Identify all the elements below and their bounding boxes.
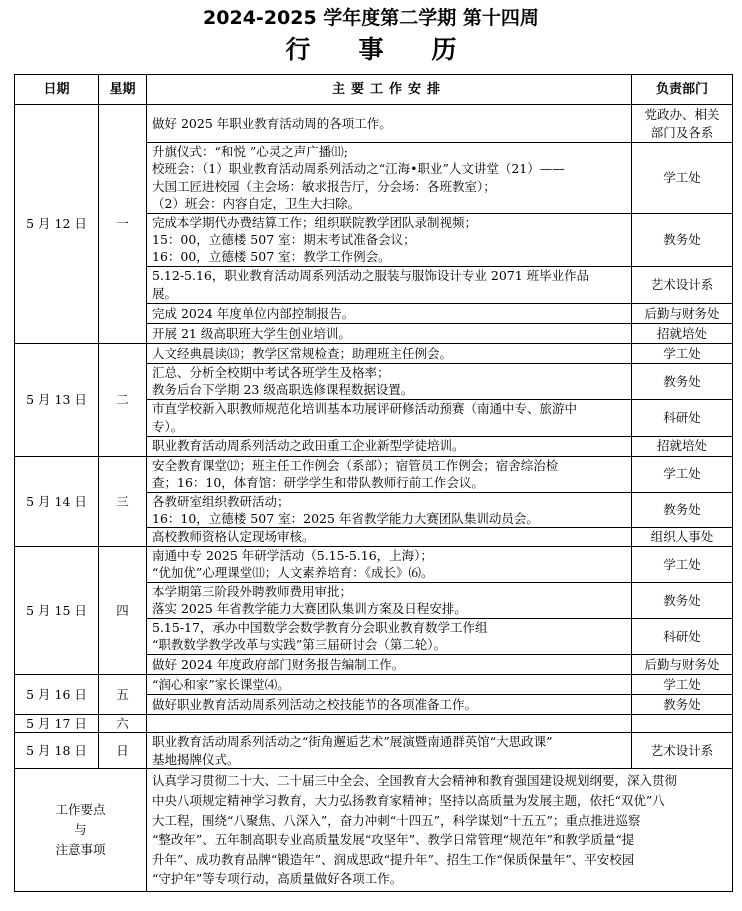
weekday-cell: 六 xyxy=(99,714,147,732)
department-line: 学工处 xyxy=(663,556,701,572)
task-cell xyxy=(147,105,632,143)
date-cell: 5 月 13 日 xyxy=(15,343,99,456)
task-cell xyxy=(147,582,632,618)
schedule-row xyxy=(15,733,733,769)
task-line: 完成本学期代办费结算工作；组织联院教学团队录制视频； xyxy=(152,214,478,230)
department-line: 科研处 xyxy=(663,409,701,425)
task-line: 教务后台下学期 23 级高职选修课程数据设置。 xyxy=(152,382,414,398)
task-cell xyxy=(147,714,632,732)
task-line: 汇总、分析全校期中考试各班学生及格率； xyxy=(152,364,390,380)
task-line: 16：10，立德楼 507 室：2025 年省教学能力大赛团队集训动员会。 xyxy=(152,511,539,527)
weekday-cell: 二 xyxy=(99,343,147,456)
task-cell xyxy=(147,213,632,266)
task-line: 完成 2024 年度单位内部控制报告。 xyxy=(152,305,355,321)
department-line: 组织人事处 xyxy=(650,529,714,545)
schedule-row xyxy=(15,674,733,694)
department-cell xyxy=(632,456,733,492)
department-cell xyxy=(632,143,733,214)
notes-line: 大工程，围绕“八聚焦、八深入”，奋力冲刺“十四五”，科学谋划“十五五”；重点推进巡察 xyxy=(152,812,641,828)
weekday-cell: 五 xyxy=(99,674,147,714)
schedule-row xyxy=(15,456,733,492)
task-line: 校班会：（1）职业教育活动周系列活动之“江海•职业”人文讲堂（21）—— xyxy=(152,161,565,177)
task-cell xyxy=(147,654,632,674)
task-cell xyxy=(147,266,632,303)
schedule-row xyxy=(15,546,733,582)
department-line: 招就培处 xyxy=(656,325,707,341)
department-line: 科研处 xyxy=(663,628,701,644)
task-line: 查；16：10，体育馆：研学学生和带队教师行前工作会议。 xyxy=(152,475,484,491)
department-cell xyxy=(632,363,733,399)
weekday-cell: 一 xyxy=(99,105,147,344)
task-line: 做好职业教育活动周系列活动之校技能节的各项准备工作。 xyxy=(152,696,478,712)
notes-line: 升年”、成功教育品牌“锻造年”、润成思政“提升年”、招生工作“保质保量年”、平安校园 xyxy=(152,851,635,867)
column-header-weekday: 星期 xyxy=(99,75,147,105)
schedule-row xyxy=(15,105,733,143)
department-line: 艺术设计系 xyxy=(650,742,714,758)
date-cell: 5 月 18 日 xyxy=(15,733,99,769)
department-cell xyxy=(632,399,733,436)
department-cell xyxy=(632,303,733,323)
task-line: 人文经典晨读⒀；教学区常规检查；助理班主任例会。 xyxy=(152,345,453,361)
task-line: 展。 xyxy=(152,285,178,301)
task-line: 开展 21 级高职班大学生创业培训。 xyxy=(152,325,351,341)
task-line: 5.15-17，承办中国数学会数学教育分会职业教育数学工作组 xyxy=(152,619,488,635)
task-line: 16：00，立德楼 507 室：教学工作例会。 xyxy=(152,249,391,265)
date-cell: 5 月 16 日 xyxy=(15,674,99,714)
task-cell xyxy=(147,363,632,399)
department-cell xyxy=(632,546,733,582)
department-line: 艺术设计系 xyxy=(650,277,714,293)
date-cell: 5 月 17 日 xyxy=(15,714,99,732)
date-cell: 5 月 12 日 xyxy=(15,105,99,344)
task-line: 安全教育课堂⑿；班主任工作例会（系部）；宿管员工作例会；宿舍综治检 xyxy=(152,457,559,473)
department-line: 教务处 xyxy=(663,592,701,608)
task-cell xyxy=(147,303,632,323)
task-line: 升旗仪式：“和悦 ”心灵之声广播⑾; xyxy=(152,144,348,159)
department-cell xyxy=(632,105,733,143)
task-cell xyxy=(147,528,632,546)
task-line: 专）。 xyxy=(152,418,184,434)
task-cell xyxy=(147,674,632,694)
page-subtitle: 行事历 xyxy=(285,35,505,64)
task-cell xyxy=(147,399,632,436)
department-line: 教务处 xyxy=(663,373,701,389)
notes-row xyxy=(15,769,733,892)
task-line: “优加优”心理课堂⑾；人文素养培育：《成长》⑹。 xyxy=(152,565,434,581)
department-line: 学工处 xyxy=(663,466,701,482)
weekday-cell: 日 xyxy=(99,733,147,769)
task-line: 各教研室组织教研活动； xyxy=(152,493,290,509)
notes-line: 中央八项规定精神学习教育，大力弘扬教育家精神；坚持以高质量为发展主题，依托“双优”八 xyxy=(152,792,665,808)
department-cell xyxy=(632,582,733,618)
task-line: 职业教育活动周系列活动之“街角邂逅艺术”展演暨南通群英馆“大思政课” xyxy=(152,734,553,750)
schedule-table xyxy=(14,74,733,892)
department-cell xyxy=(632,343,733,363)
task-cell xyxy=(147,694,632,714)
task-line: 做好 2024 年度政府部门财务报告编制工作。 xyxy=(152,656,405,672)
department-cell xyxy=(632,436,733,456)
department-cell xyxy=(632,323,733,343)
department-cell xyxy=(632,694,733,714)
notes-line: “守护年”等专项行动，高质量做好各项工作。 xyxy=(152,871,403,887)
department-cell xyxy=(632,266,733,303)
task-cell xyxy=(147,436,632,456)
date-cell: 5 月 14 日 xyxy=(15,456,99,546)
department-cell xyxy=(632,714,733,732)
task-cell xyxy=(147,323,632,343)
task-line: 大国工匠进校园（主会场：敏求报告厅，分会场：各班教室）； xyxy=(152,178,496,194)
task-line: 基地揭牌仪式。 xyxy=(152,751,240,767)
task-cell xyxy=(147,618,632,654)
page-title: 2024-2025 学年度第二学期 第十四周 xyxy=(203,7,539,29)
task-line: 高校教师资格认定现场审核。 xyxy=(152,529,315,545)
department-line: 党政办、相关 xyxy=(644,107,720,123)
task-line: 本学期第三阶段外聘教师费用审批； xyxy=(152,583,353,599)
department-cell xyxy=(632,618,733,654)
task-line: 南通中专 2025 年研学活动（5.15-5.16，上海）； xyxy=(152,547,433,563)
column-header-date: 日期 xyxy=(15,75,99,105)
notes-line: “整改年”、五年制高职专业高质量发展“攻坚年”、教学日常管理“规范年”和教学质量“提 xyxy=(152,832,635,848)
task-cell xyxy=(147,143,632,214)
task-line: 市直学校新入职教师规范化培训基本功展评研修活动预赛（南通中专、旅游中 xyxy=(152,401,578,417)
notes-content xyxy=(147,769,733,892)
department-line: 部门及各系 xyxy=(650,124,714,140)
task-cell xyxy=(147,456,632,492)
department-line: 后勤与财务处 xyxy=(644,305,720,321)
weekday-cell: 三 xyxy=(99,456,147,546)
notes-label-line: 工作要点 xyxy=(55,802,106,818)
department-line: 教务处 xyxy=(663,502,701,518)
task-line: 做好 2025 年职业教育活动周的各项工作。 xyxy=(152,115,392,131)
department-cell xyxy=(632,213,733,266)
column-header-tasks: 主要工作安排 xyxy=(147,75,632,105)
notes-line: 认真学习贯彻二十大、二十届三中全会、全国教育大会精神和教育强国建设规划纲要，深入贯彻 xyxy=(152,773,678,789)
task-cell xyxy=(147,733,632,769)
task-cell xyxy=(147,546,632,582)
task-line: 15：00，立德楼 507 室：期末考试准备会议； xyxy=(152,232,416,248)
department-line: 招就培处 xyxy=(656,438,707,454)
notes-label-line: 与 xyxy=(74,822,87,838)
task-cell xyxy=(147,343,632,363)
task-line: “职教数学教学改革与实践”第三届研讨会（第二轮）。 xyxy=(152,637,447,653)
department-line: 学工处 xyxy=(663,345,701,361)
schedule-body xyxy=(15,105,733,769)
date-cell: 5 月 15 日 xyxy=(15,546,99,674)
department-line: 后勤与财务处 xyxy=(644,656,720,672)
department-line: 教务处 xyxy=(663,696,701,712)
department-cell xyxy=(632,528,733,546)
department-line: 学工处 xyxy=(663,676,701,692)
task-cell xyxy=(147,492,632,528)
schedule-row xyxy=(15,714,733,732)
column-header-department: 负责部门 xyxy=(632,75,733,105)
weekday-cell: 四 xyxy=(99,546,147,674)
schedule-row xyxy=(15,343,733,363)
header-row xyxy=(15,75,733,105)
task-line: （2）班会：内容自定，卫生大扫除。 xyxy=(152,196,360,212)
task-line: 落实 2025 年省教学能力大赛团队集训方案及日程安排。 xyxy=(152,601,467,617)
department-cell xyxy=(632,674,733,694)
notes-label-line: 注意事项 xyxy=(55,842,106,858)
task-line: 5.12-5.16，职业教育活动周系列活动之服装与服饰设计专业 2071 班毕业作品 xyxy=(152,268,590,284)
department-cell xyxy=(632,654,733,674)
notes-label xyxy=(15,769,147,892)
task-line: 职业教育活动周系列活动之政田重工企业新型学徒培训。 xyxy=(152,438,465,454)
task-line: “润心和家”家长课堂⑷。 xyxy=(152,676,290,692)
department-cell xyxy=(632,733,733,769)
department-line: 教务处 xyxy=(663,232,701,248)
department-line: 学工处 xyxy=(663,170,701,186)
department-cell xyxy=(632,492,733,528)
